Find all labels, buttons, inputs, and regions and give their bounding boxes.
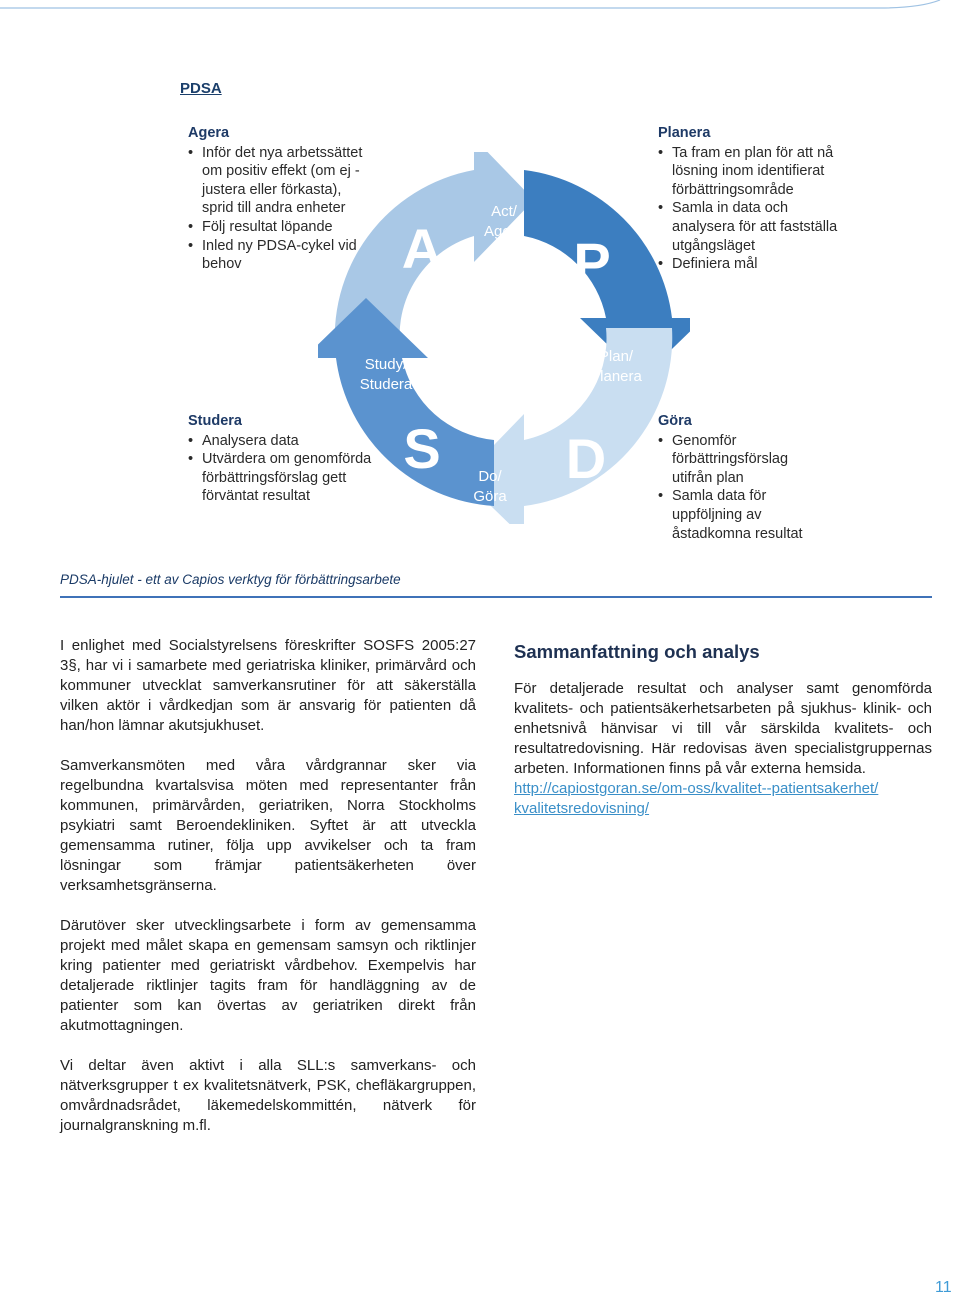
pdsa-cycle-diagram bbox=[318, 152, 690, 524]
summary-link-line1[interactable]: http://capiostgoran.se/om-oss/kvalitet--patientsakerhet/ bbox=[514, 780, 879, 797]
planera-item: • Ta fram en plan för att nå lösning inom identifierat förbättringsområde bbox=[658, 144, 838, 200]
summary-link-line2[interactable]: kvalitetsredovisning/ bbox=[514, 800, 650, 817]
act-label-line1: Act/ bbox=[491, 203, 517, 220]
right-column bbox=[514, 679, 932, 819]
decorative-corner-line bbox=[0, 0, 960, 24]
agera-title: Agera bbox=[188, 125, 230, 141]
section-title: PDSA bbox=[180, 80, 222, 97]
wheel-letter-d: D bbox=[565, 427, 607, 490]
agera-item: • Inled ny PDSA-cykel vid behov bbox=[188, 237, 366, 274]
do-label-line1: Do/ bbox=[478, 468, 502, 485]
body-paragraph: Därutöver sker utvecklingsarbete i form av gemensamma projekt med målet skapa en gemensam samsyn och riktlinjer kring patienter med geriatriskt vårdbehov. Exempelvis har detaljerade riktlinjer tagits fram för handläggning av de patienter som kan övertas av geriatriken direkt från akutmottagningen. bbox=[60, 917, 476, 1034]
studera-title: Studera bbox=[188, 413, 242, 429]
gora-item: • Samla data för uppföljning av åstadkomna resultat bbox=[658, 487, 818, 543]
wheel-letter-a: A bbox=[401, 217, 443, 280]
studera-item: • Analysera data bbox=[188, 432, 372, 451]
study-label-line2: Studera bbox=[359, 376, 413, 393]
left-column bbox=[60, 636, 476, 1156]
plan-label-line1: Plan/ bbox=[598, 348, 634, 365]
gora-title: Göra bbox=[658, 413, 692, 429]
wheel-letter-p: P bbox=[573, 231, 611, 294]
study-label-line1: Study/ bbox=[364, 356, 408, 373]
gora-item: • Genomför förbättringsförslag utifrån plan bbox=[658, 432, 818, 488]
figure-caption: PDSA-hjulet - ett av Capios verktyg för förbättringsarbete bbox=[60, 572, 401, 587]
wheel-letter-s: S bbox=[403, 417, 441, 480]
studera-item: • Utvärdera om genomförda förbättringsförslag gett förväntat resultat bbox=[188, 450, 372, 506]
summary-text: För detaljerade resultat och analyser samt genomförda kvalitets- och patientsäkerhetsarbeten på sjukhus- klinik- och enhetsnivå hänvisar vi till vår särskilda kvalitets- och resultatredovisning. Här redovisas även specialistgruppernas arbeten. Informationen finns på vår externa hemsida. bbox=[514, 680, 932, 777]
planera-item: • Samla in data och analysera för att fastställa utgångsläget bbox=[658, 199, 838, 255]
act-label-line2: Agera bbox=[483, 223, 525, 240]
plan-label-line2: Planera bbox=[590, 368, 642, 385]
summary-heading: Sammanfattning och analys bbox=[514, 641, 760, 662]
page-number: 11 bbox=[935, 1279, 952, 1296]
planera-item: • Definiera mål bbox=[658, 255, 838, 274]
agera-item: • Följ resultat löpande bbox=[188, 218, 366, 237]
caption-divider bbox=[60, 596, 932, 598]
body-paragraph: Samverkansmöten med våra vårdgrannar sker via regelbundna kvartalsvisa möten med representanter från kommunen, primärvården, geriatriken, Norra Stockholms psykiatri samt Beroendekliniken. Syftet är att utveckla gemensamma rutiner, följa upp avvikelser och ta fram lösningar som främjar patientsäkerheten över verksamhetsgränserna. bbox=[60, 757, 476, 894]
agera-item: • Inför det nya arbetssättet om positiv effekt (om ej - justera eller förkasta), sprid till andra enheter bbox=[188, 144, 366, 218]
body-paragraph: Vi deltar även aktivt i alla SLL:s samverkans- och nätverksgrupper t ex kvalitetsnätverk, PSK, chefläkargruppen, omvårdnadsrådet, läkemedelskommittén, nätverk för journalgranskning m.fl. bbox=[60, 1057, 476, 1134]
planera-title: Planera bbox=[658, 125, 711, 141]
do-label-line2: Göra bbox=[473, 488, 507, 505]
body-paragraph: I enlighet med Socialstyrelsens föreskrifter SOSFS 2005:27 3§, har vi i samarbete med geriatriska kliniker, primärvård och kommuner utvecklat samverkansrutiner för att säkerställa vilken aktör i vårdkedjan som är ansvarig för patienten då han/hon lämnar akutsjukhuset. bbox=[60, 637, 476, 734]
